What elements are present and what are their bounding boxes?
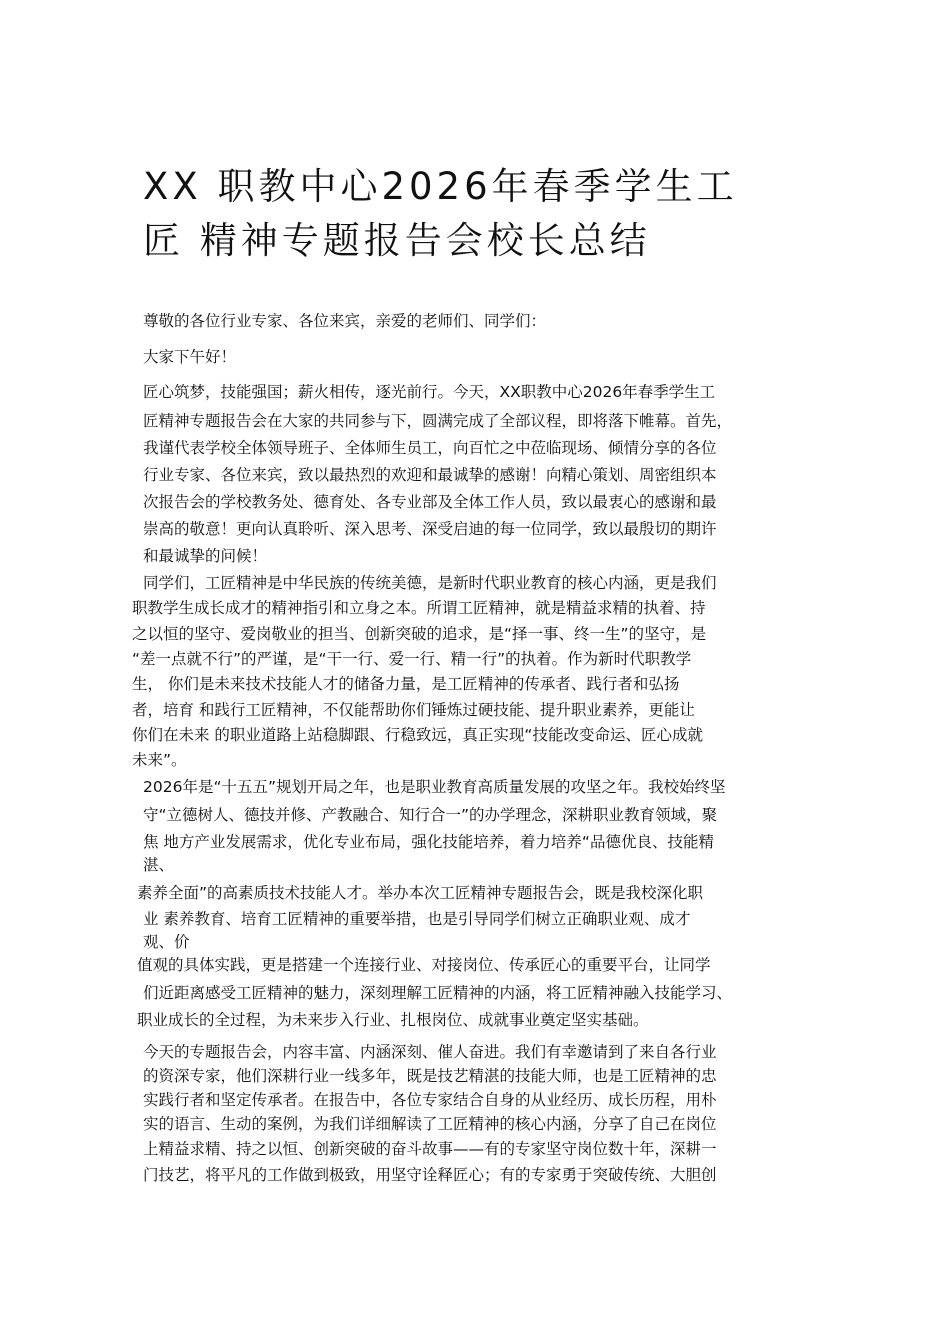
paragraph-line: 业 素养教育、培育工匠精神的重要举措，也是引导同学们树立正确职业观、成才 — [143, 910, 691, 928]
paragraph-line: 守“立德树人、德技并修、产教融合、知行合一”的办学理念，深耕职业教育领域，聚 — [143, 806, 718, 824]
paragraph-line: 今天的专题报告会，内容丰富、内涵深刻、催人奋进。我们有幸邀请到了来自各行业 — [143, 1043, 717, 1061]
paragraph-line: 崇高的敬意！更向认真聆听、深入思考、深受启迪的每一位同学，致以最殷切的期许 — [143, 520, 717, 538]
paragraph-line: 者，培育 和践行工匠精神，不仅能帮助你们锤炼过硬技能、提升职业素养，更能让 — [132, 701, 695, 719]
paragraph-line: 未来”。 — [132, 751, 187, 769]
paragraph-line: 的资深专家，他们深耕行业一线多年，既是技艺精湛的技能大师，也是工匠精神的忠 — [143, 1067, 717, 1085]
paragraph-line: 同学们，工匠精神是中华民族的传统美德，是新时代职业教育的核心内涵，更是我们 — [143, 574, 717, 592]
paragraph-line: 生， 你们是未来技术技能人才的储备力量，是工匠精神的传承者、践行者和弘扬 — [132, 675, 680, 693]
paragraph-line: 2026年是“十五五”规划开局之年，也是职业教育高质量发展的攻坚之年。我校始终坚 — [143, 778, 726, 796]
paragraph-line: “差一点就不行”的严谨，是“干一行、爱一行、精一行”的执着。作为新时代职教学 — [132, 650, 692, 668]
paragraph-line: 之以恒的坚守、爱岗敬业的担当、创新突破的追求，是“择一事、终一生”的坚守，是 — [132, 625, 707, 643]
paragraph-line: 行业专家、各位来宾，致以最热烈的欢迎和最诚挚的感谢！向精心策划、周密组织本 — [143, 466, 717, 484]
document-title — [143, 160, 823, 268]
greeting-line: 大家下午好！ — [143, 348, 237, 366]
paragraph-line: 职业成长的全过程，为未来步入行业、扎根岗位、成就事业奠定坚实基础。 — [137, 1011, 649, 1029]
paragraph-line: 匠心筑梦，技能强国；薪火相传，逐光前行。今天，XX职教中心2026年春季学生工 — [143, 383, 716, 401]
paragraph-line: 上精益求精、持之以恒、创新突破的奋斗故事——有的专家坚守岗位数十年，深耕一 — [143, 1140, 717, 1158]
paragraph-line: 们近距离感受工匠精神的魅力，深刻理解工匠精神的内涵，将工匠精神融入技能学习、 — [143, 984, 733, 1002]
paragraph-line: 素养全面”的高素质技术技能人才。举办本次工匠精神专题报告会，既是我校深化职 — [137, 884, 704, 902]
paragraph-line: 观、价 — [143, 933, 190, 951]
paragraph-line: 你们在未来 的职业道路上站稳脚跟、行稳致远，真正实现“技能改变命运、匠心成就 — [132, 726, 703, 744]
paragraph-line: 和最诚挚的问候！ — [143, 547, 268, 565]
paragraph-line: 门技艺，将平凡的工作做到极致，用坚守诠释匠心；有的专家勇于突破传统、大胆创 — [143, 1166, 717, 1184]
title-line: 匠 精神专题报告会校长总结 — [143, 219, 651, 262]
greeting-line: 尊敬的各位行业专家、各位来宾，亲爱的老师们、同学们： — [143, 312, 547, 330]
paragraph-line: 职教学生成长成才的精神指引和立身之本。所谓工匠精神，就是精益求精的执着、持 — [132, 599, 706, 617]
title-line: XX 职教中心2026年春季学生工 — [143, 165, 738, 208]
paragraph-line: 实的语言、生动的案例，为我们详细解读了工匠精神的核心内涵，分享了自己在岗位 — [143, 1115, 717, 1133]
paragraph-line: 值观的具体实践，更是搭建一个连接行业、对接岗位、传承匠心的重要平台，让同学 — [137, 956, 711, 974]
paragraph-line: 匠精神专题报告会在大家的共同参与下，圆满完成了全部议程，即将落下帷幕。首先， — [143, 412, 733, 430]
paragraph-line: 湛、 — [143, 856, 175, 874]
paragraph-line: 实践行者和坚定传承者。在报告中，各位专家结合自身的从业经历、成长历程，用朴 — [143, 1091, 717, 1109]
paragraph-line: 我谨代表学校全体领导班子、全体师生员工，向百忙之中莅临现场、倾情分享的各位 — [143, 439, 717, 457]
paragraph-line: 次报告会的学校教务处、德育处、各专业部及全体工作人员，致以最衷心的感谢和最 — [143, 493, 717, 511]
paragraph-line: 焦 地方产业发展需求，优化专业布局，强化技能培养，着力培养“品德优良、技能精 — [143, 833, 714, 851]
